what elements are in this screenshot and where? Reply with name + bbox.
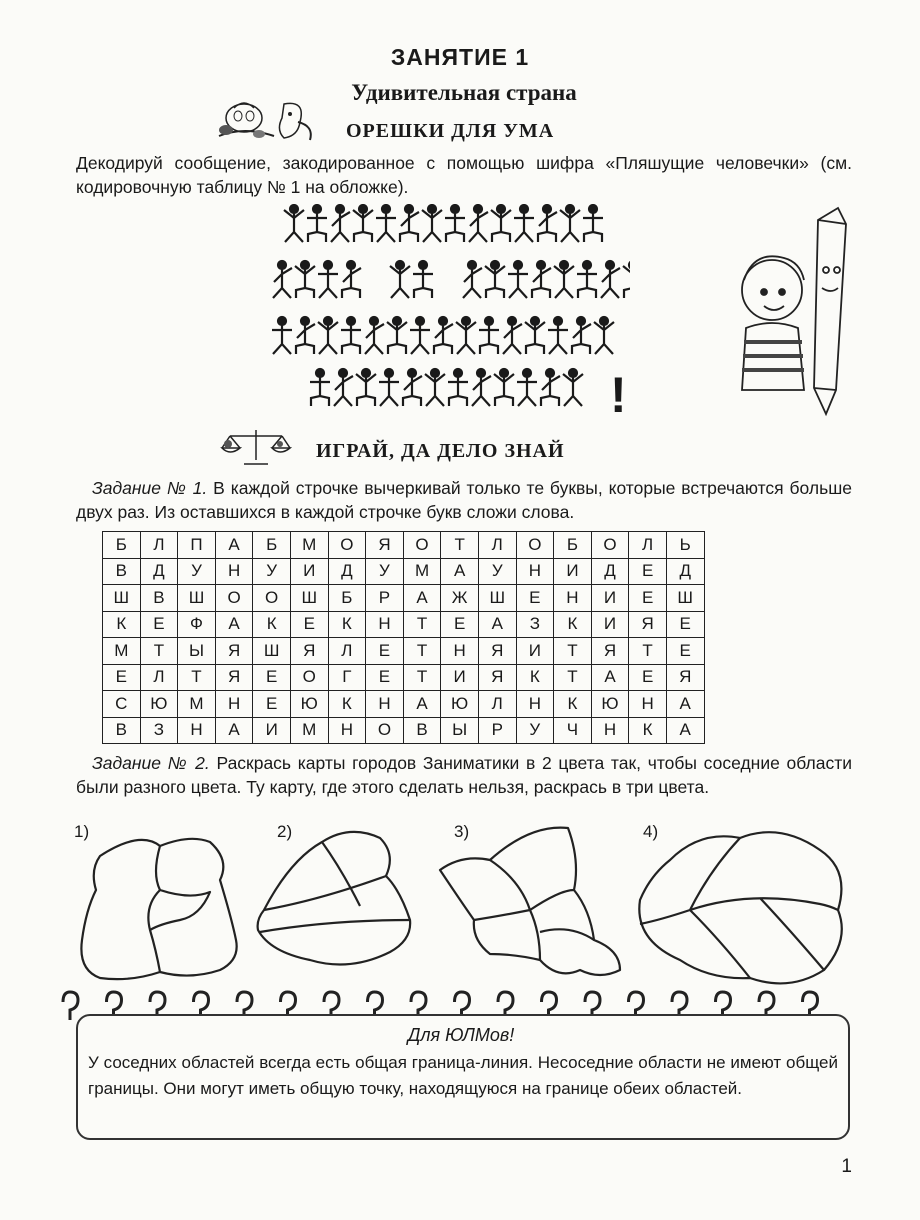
note-text: У соседних областей всегда есть общая граница-линия. Несоседние области не имеют общей границы. Они могут иметь общую точку, находящуюся на границе обеих областей. xyxy=(88,1053,838,1098)
dancing-man-figure xyxy=(376,205,396,242)
grid-cell[interactable]: А xyxy=(215,717,253,744)
dancing-man-figure xyxy=(479,317,499,354)
grid-cell[interactable]: В xyxy=(140,585,178,612)
grid-cell[interactable]: Б xyxy=(103,532,141,559)
grid-cell[interactable]: Е xyxy=(441,611,479,638)
grid-cell[interactable]: К xyxy=(629,717,667,744)
dancing-man-figure xyxy=(318,261,338,298)
grid-cell[interactable]: Т xyxy=(629,638,667,665)
task2-text xyxy=(76,751,852,799)
grid-cell[interactable]: О xyxy=(253,585,291,612)
dancing-man-figure xyxy=(273,261,292,298)
grid-cell[interactable]: А xyxy=(403,691,441,718)
dancing-man-figure xyxy=(365,317,384,354)
grid-cell[interactable]: Ю xyxy=(441,691,479,718)
grid-cell[interactable]: Н xyxy=(215,691,253,718)
dancing-man-figure xyxy=(525,317,545,354)
dancing-man-figure xyxy=(577,261,597,298)
task2-label: Задание № 2. xyxy=(92,753,210,773)
dancing-man-figure xyxy=(413,261,433,298)
grid-cell[interactable]: У xyxy=(178,558,216,585)
grid-cell[interactable]: М xyxy=(178,691,216,718)
grid-cell[interactable]: З xyxy=(516,611,554,638)
dancing-man-figure xyxy=(485,261,505,298)
task1-body: В каждой строчке вычеркивай только те буквы, которые встречаются больше двух раз. Из оставшихся в каждой строчке букв сложи слова. xyxy=(76,478,852,522)
grid-cell[interactable]: Т xyxy=(403,638,441,665)
dancing-man-figure xyxy=(353,205,373,242)
grid-cell[interactable]: К xyxy=(516,664,554,691)
grid-cell[interactable]: О xyxy=(591,532,629,559)
grid-cell[interactable]: К xyxy=(554,691,592,718)
grid-cell[interactable]: М xyxy=(290,717,328,744)
grid-cell[interactable]: Я xyxy=(478,664,516,691)
dancing-man-figure xyxy=(445,205,465,242)
scales-illustration xyxy=(214,424,296,468)
note-title: Для ЮЛМов! xyxy=(407,1025,515,1045)
dancing-man-figure xyxy=(284,205,304,242)
section-heading-nuts: ОРЕШКИ ДЛЯ УМА xyxy=(346,120,555,142)
task2-body: Раскрась карты городов Заниматики в 2 цвета так, чтобы соседние области были разного цвета. Ту карту, где этого сделать нельзя, раскрась в три цвета. xyxy=(76,753,852,797)
grid-cell[interactable]: Е xyxy=(103,664,141,691)
dancing-man-figure xyxy=(548,317,568,354)
grid-cell[interactable]: Я xyxy=(591,638,629,665)
grid-cell[interactable]: Т xyxy=(403,664,441,691)
grid-cell[interactable]: Я xyxy=(366,532,404,559)
grid-cell[interactable]: Ь xyxy=(666,532,704,559)
map-label-1: 1) xyxy=(74,822,90,841)
grid-cell[interactable]: Л xyxy=(478,532,516,559)
dancing-man-figure xyxy=(503,317,522,354)
grid-cell[interactable]: Л xyxy=(478,691,516,718)
map-label-2: 2) xyxy=(277,822,293,841)
grid-cell[interactable]: И xyxy=(591,585,629,612)
grid-cell[interactable]: А xyxy=(591,664,629,691)
grid-cell[interactable]: Е xyxy=(290,611,328,638)
dancing-man-figure xyxy=(342,261,361,298)
city-map-4[interactable] xyxy=(639,832,841,983)
dancing-man-figure xyxy=(554,261,574,298)
dancing-man-figure xyxy=(491,205,511,242)
city-map-2[interactable] xyxy=(258,832,411,965)
grid-cell[interactable]: Ф xyxy=(178,611,216,638)
dancing-man-figure xyxy=(425,369,445,406)
grid-cell[interactable]: А xyxy=(666,717,704,744)
grid-cell[interactable]: Р xyxy=(478,717,516,744)
dancing-man-figure xyxy=(572,317,591,354)
grid-row xyxy=(103,558,705,585)
grid-cell[interactable]: О xyxy=(516,532,554,559)
grid-cell[interactable]: Я xyxy=(290,638,328,665)
letter-grid xyxy=(102,531,705,744)
grid-cell[interactable]: Е xyxy=(629,664,667,691)
map-label-4: 4) xyxy=(643,822,659,841)
grid-cell[interactable]: Н xyxy=(591,717,629,744)
grid-cell[interactable]: Е xyxy=(140,611,178,638)
dancing-man-figure xyxy=(541,369,560,406)
grid-cell[interactable]: Т xyxy=(441,532,479,559)
grid-cell[interactable]: Н xyxy=(366,611,404,638)
grid-cell[interactable]: Ю xyxy=(290,691,328,718)
grid-cell[interactable]: Е xyxy=(253,691,291,718)
grid-cell[interactable]: А xyxy=(215,532,253,559)
grid-cell[interactable]: Т xyxy=(554,638,592,665)
grid-cell[interactable]: Н xyxy=(441,638,479,665)
grid-cell[interactable]: Н xyxy=(328,717,366,744)
grid-cell[interactable]: Я xyxy=(215,664,253,691)
grid-row xyxy=(103,638,705,665)
grid-cell[interactable]: Ш xyxy=(178,585,216,612)
map-label-3: 3) xyxy=(454,822,470,841)
dancing-man-figure xyxy=(623,261,630,298)
dancing-man-figure xyxy=(410,317,430,354)
dancing-man-figure xyxy=(583,205,603,242)
grid-cell[interactable]: М xyxy=(103,638,141,665)
dancing-man-figure xyxy=(334,369,353,406)
grid-cell[interactable]: Ю xyxy=(140,691,178,718)
dancing-man-figure xyxy=(560,205,580,242)
dancing-man-figure xyxy=(379,369,399,406)
city-map-1[interactable] xyxy=(81,839,236,979)
grid-cell[interactable]: Ы xyxy=(441,717,479,744)
grid-cell[interactable]: Д xyxy=(591,558,629,585)
squirrel-nuts-illustration xyxy=(214,96,318,146)
dancing-man-figure xyxy=(272,317,292,354)
grid-cell[interactable]: К xyxy=(554,611,592,638)
city-map-3[interactable] xyxy=(440,828,620,975)
grid-cell[interactable]: И xyxy=(554,558,592,585)
grid-cell[interactable]: А xyxy=(403,585,441,612)
grid-cell[interactable]: К xyxy=(328,611,366,638)
grid-cell[interactable]: Е xyxy=(666,611,704,638)
dancing-man-figure xyxy=(356,369,376,406)
dancing-man-figure xyxy=(341,317,361,354)
grid-cell[interactable]: О xyxy=(290,664,328,691)
grid-row xyxy=(103,664,705,691)
dancing-man-figure xyxy=(517,369,537,406)
grid-cell[interactable]: С xyxy=(103,691,141,718)
grid-cell[interactable]: Н xyxy=(215,558,253,585)
grid-cell[interactable]: Ш xyxy=(478,585,516,612)
grid-cell[interactable]: Ш xyxy=(666,585,704,612)
cipher-exclamation: ! xyxy=(610,367,627,423)
grid-cell[interactable]: Н xyxy=(516,558,554,585)
dancing-man-figure xyxy=(463,261,482,298)
grid-cell[interactable]: Б xyxy=(554,532,592,559)
binding-ring xyxy=(63,992,78,1020)
grid-cell[interactable]: К xyxy=(253,611,291,638)
dancing-man-figure xyxy=(508,261,528,298)
dancing-man-figure xyxy=(296,317,315,354)
grid-cell[interactable]: Е xyxy=(253,664,291,691)
grid-row xyxy=(103,532,705,559)
grid-cell[interactable]: У xyxy=(366,558,404,585)
cipher-instruction: Декодируй сообщение, закодированное с помощью шифра «Пляшущие человечки» (см. кодировочную таблицу № 1 на обложке). xyxy=(76,153,852,197)
grid-cell[interactable]: У xyxy=(516,717,554,744)
grid-cell[interactable]: В xyxy=(103,717,141,744)
dancing-man-figure xyxy=(390,261,410,298)
grid-cell[interactable]: И xyxy=(441,664,479,691)
grid-row xyxy=(103,717,705,744)
dancing-man-figure xyxy=(331,205,350,242)
grid-cell[interactable]: В xyxy=(103,558,141,585)
grid-row xyxy=(103,691,705,718)
grid-cell[interactable]: Я xyxy=(666,664,704,691)
city-maps xyxy=(60,820,860,1000)
grid-cell[interactable]: Н xyxy=(629,691,667,718)
dancing-man-figure xyxy=(387,317,407,354)
dancing-men-cipher xyxy=(270,204,630,424)
grid-cell[interactable]: Д xyxy=(140,558,178,585)
grid-cell[interactable]: Ш xyxy=(290,585,328,612)
dancing-man-figure xyxy=(307,205,327,242)
grid-row xyxy=(103,611,705,638)
grid-cell[interactable]: Р xyxy=(366,585,404,612)
grid-cell[interactable]: Ж xyxy=(441,585,479,612)
grid-cell[interactable]: М xyxy=(290,532,328,559)
dancing-man-figure xyxy=(403,369,422,406)
grid-cell[interactable]: Ю xyxy=(591,691,629,718)
grid-cell[interactable]: Ч xyxy=(554,717,592,744)
lesson-subtitle: Удивительная страна xyxy=(351,80,577,105)
dancing-man-figure xyxy=(594,317,614,354)
dancing-man-figure xyxy=(448,369,468,406)
grid-cell[interactable]: Л xyxy=(328,638,366,665)
dancing-man-figure xyxy=(400,205,419,242)
grid-cell[interactable]: О xyxy=(366,717,404,744)
dancing-man-figure xyxy=(538,205,557,242)
grid-cell[interactable]: Ш xyxy=(103,585,141,612)
lesson-title: ЗАНЯТИЕ 1 xyxy=(390,44,530,70)
grid-cell[interactable]: Я xyxy=(478,638,516,665)
dancing-man-figure xyxy=(456,317,476,354)
grid-row xyxy=(103,585,705,612)
dancing-man-figure xyxy=(472,369,491,406)
grid-cell[interactable]: Т xyxy=(178,664,216,691)
grid-cell[interactable]: Е xyxy=(366,664,404,691)
grid-cell[interactable]: К xyxy=(103,611,141,638)
grid-cell[interactable]: Г xyxy=(328,664,366,691)
task1-text xyxy=(76,476,852,524)
grid-cell[interactable]: З xyxy=(140,717,178,744)
grid-cell[interactable]: Е xyxy=(629,585,667,612)
grid-cell[interactable]: А xyxy=(441,558,479,585)
grid-cell[interactable]: У xyxy=(478,558,516,585)
dancing-man-figure xyxy=(295,261,315,298)
grid-cell[interactable]: Т xyxy=(140,638,178,665)
dancing-man-figure xyxy=(563,369,583,406)
dancing-man-figure xyxy=(434,317,453,354)
grid-cell[interactable]: И xyxy=(516,638,554,665)
grid-cell[interactable]: У xyxy=(253,558,291,585)
boy-with-pencil-illustration xyxy=(734,200,854,422)
grid-cell[interactable]: А xyxy=(478,611,516,638)
grid-cell[interactable]: О xyxy=(403,532,441,559)
dancing-man-figure xyxy=(514,205,534,242)
grid-cell[interactable]: Я xyxy=(629,611,667,638)
grid-cell[interactable]: Т xyxy=(554,664,592,691)
grid-cell[interactable]: П xyxy=(178,532,216,559)
grid-cell[interactable]: Л xyxy=(140,664,178,691)
dancing-man-figure xyxy=(601,261,620,298)
dancing-man-figure xyxy=(318,317,338,354)
page-number: 1 xyxy=(841,1156,852,1177)
grid-cell[interactable]: Л xyxy=(140,532,178,559)
grid-cell[interactable]: Ш xyxy=(253,638,291,665)
dancing-man-figure xyxy=(422,205,442,242)
grid-cell[interactable]: Е xyxy=(666,638,704,665)
section-heading-play: ИГРАЙ, ДА ДЕЛО ЗНАЙ xyxy=(316,440,565,462)
grid-cell[interactable]: Б xyxy=(328,585,366,612)
grid-cell[interactable]: Л xyxy=(629,532,667,559)
grid-cell[interactable]: Ы xyxy=(178,638,216,665)
grid-cell[interactable]: Н xyxy=(516,691,554,718)
grid-cell[interactable]: Д xyxy=(328,558,366,585)
grid-cell[interactable]: К xyxy=(328,691,366,718)
dancing-man-figure xyxy=(494,369,514,406)
grid-cell[interactable]: И xyxy=(290,558,328,585)
grid-cell[interactable]: Н xyxy=(178,717,216,744)
grid-cell[interactable]: Т xyxy=(403,611,441,638)
grid-cell[interactable]: Б xyxy=(253,532,291,559)
grid-cell[interactable]: И xyxy=(591,611,629,638)
grid-cell[interactable]: Н xyxy=(554,585,592,612)
grid-cell[interactable]: Д xyxy=(666,558,704,585)
grid-cell[interactable]: А xyxy=(215,611,253,638)
grid-cell[interactable]: В xyxy=(403,717,441,744)
dancing-man-figure xyxy=(532,261,551,298)
grid-cell[interactable]: М xyxy=(403,558,441,585)
grid-cell[interactable]: Н xyxy=(366,691,404,718)
dancing-man-figure xyxy=(469,205,488,242)
grid-cell[interactable]: И xyxy=(253,717,291,744)
grid-cell[interactable]: О xyxy=(215,585,253,612)
grid-cell[interactable]: А xyxy=(666,691,704,718)
grid-cell[interactable]: Е xyxy=(366,638,404,665)
grid-cell[interactable]: Е xyxy=(516,585,554,612)
task1-label: Задание № 1. xyxy=(92,478,208,498)
grid-cell[interactable]: Е xyxy=(629,558,667,585)
grid-cell[interactable]: О xyxy=(328,532,366,559)
grid-cell[interactable]: Я xyxy=(215,638,253,665)
dancing-man-figure xyxy=(310,369,330,406)
